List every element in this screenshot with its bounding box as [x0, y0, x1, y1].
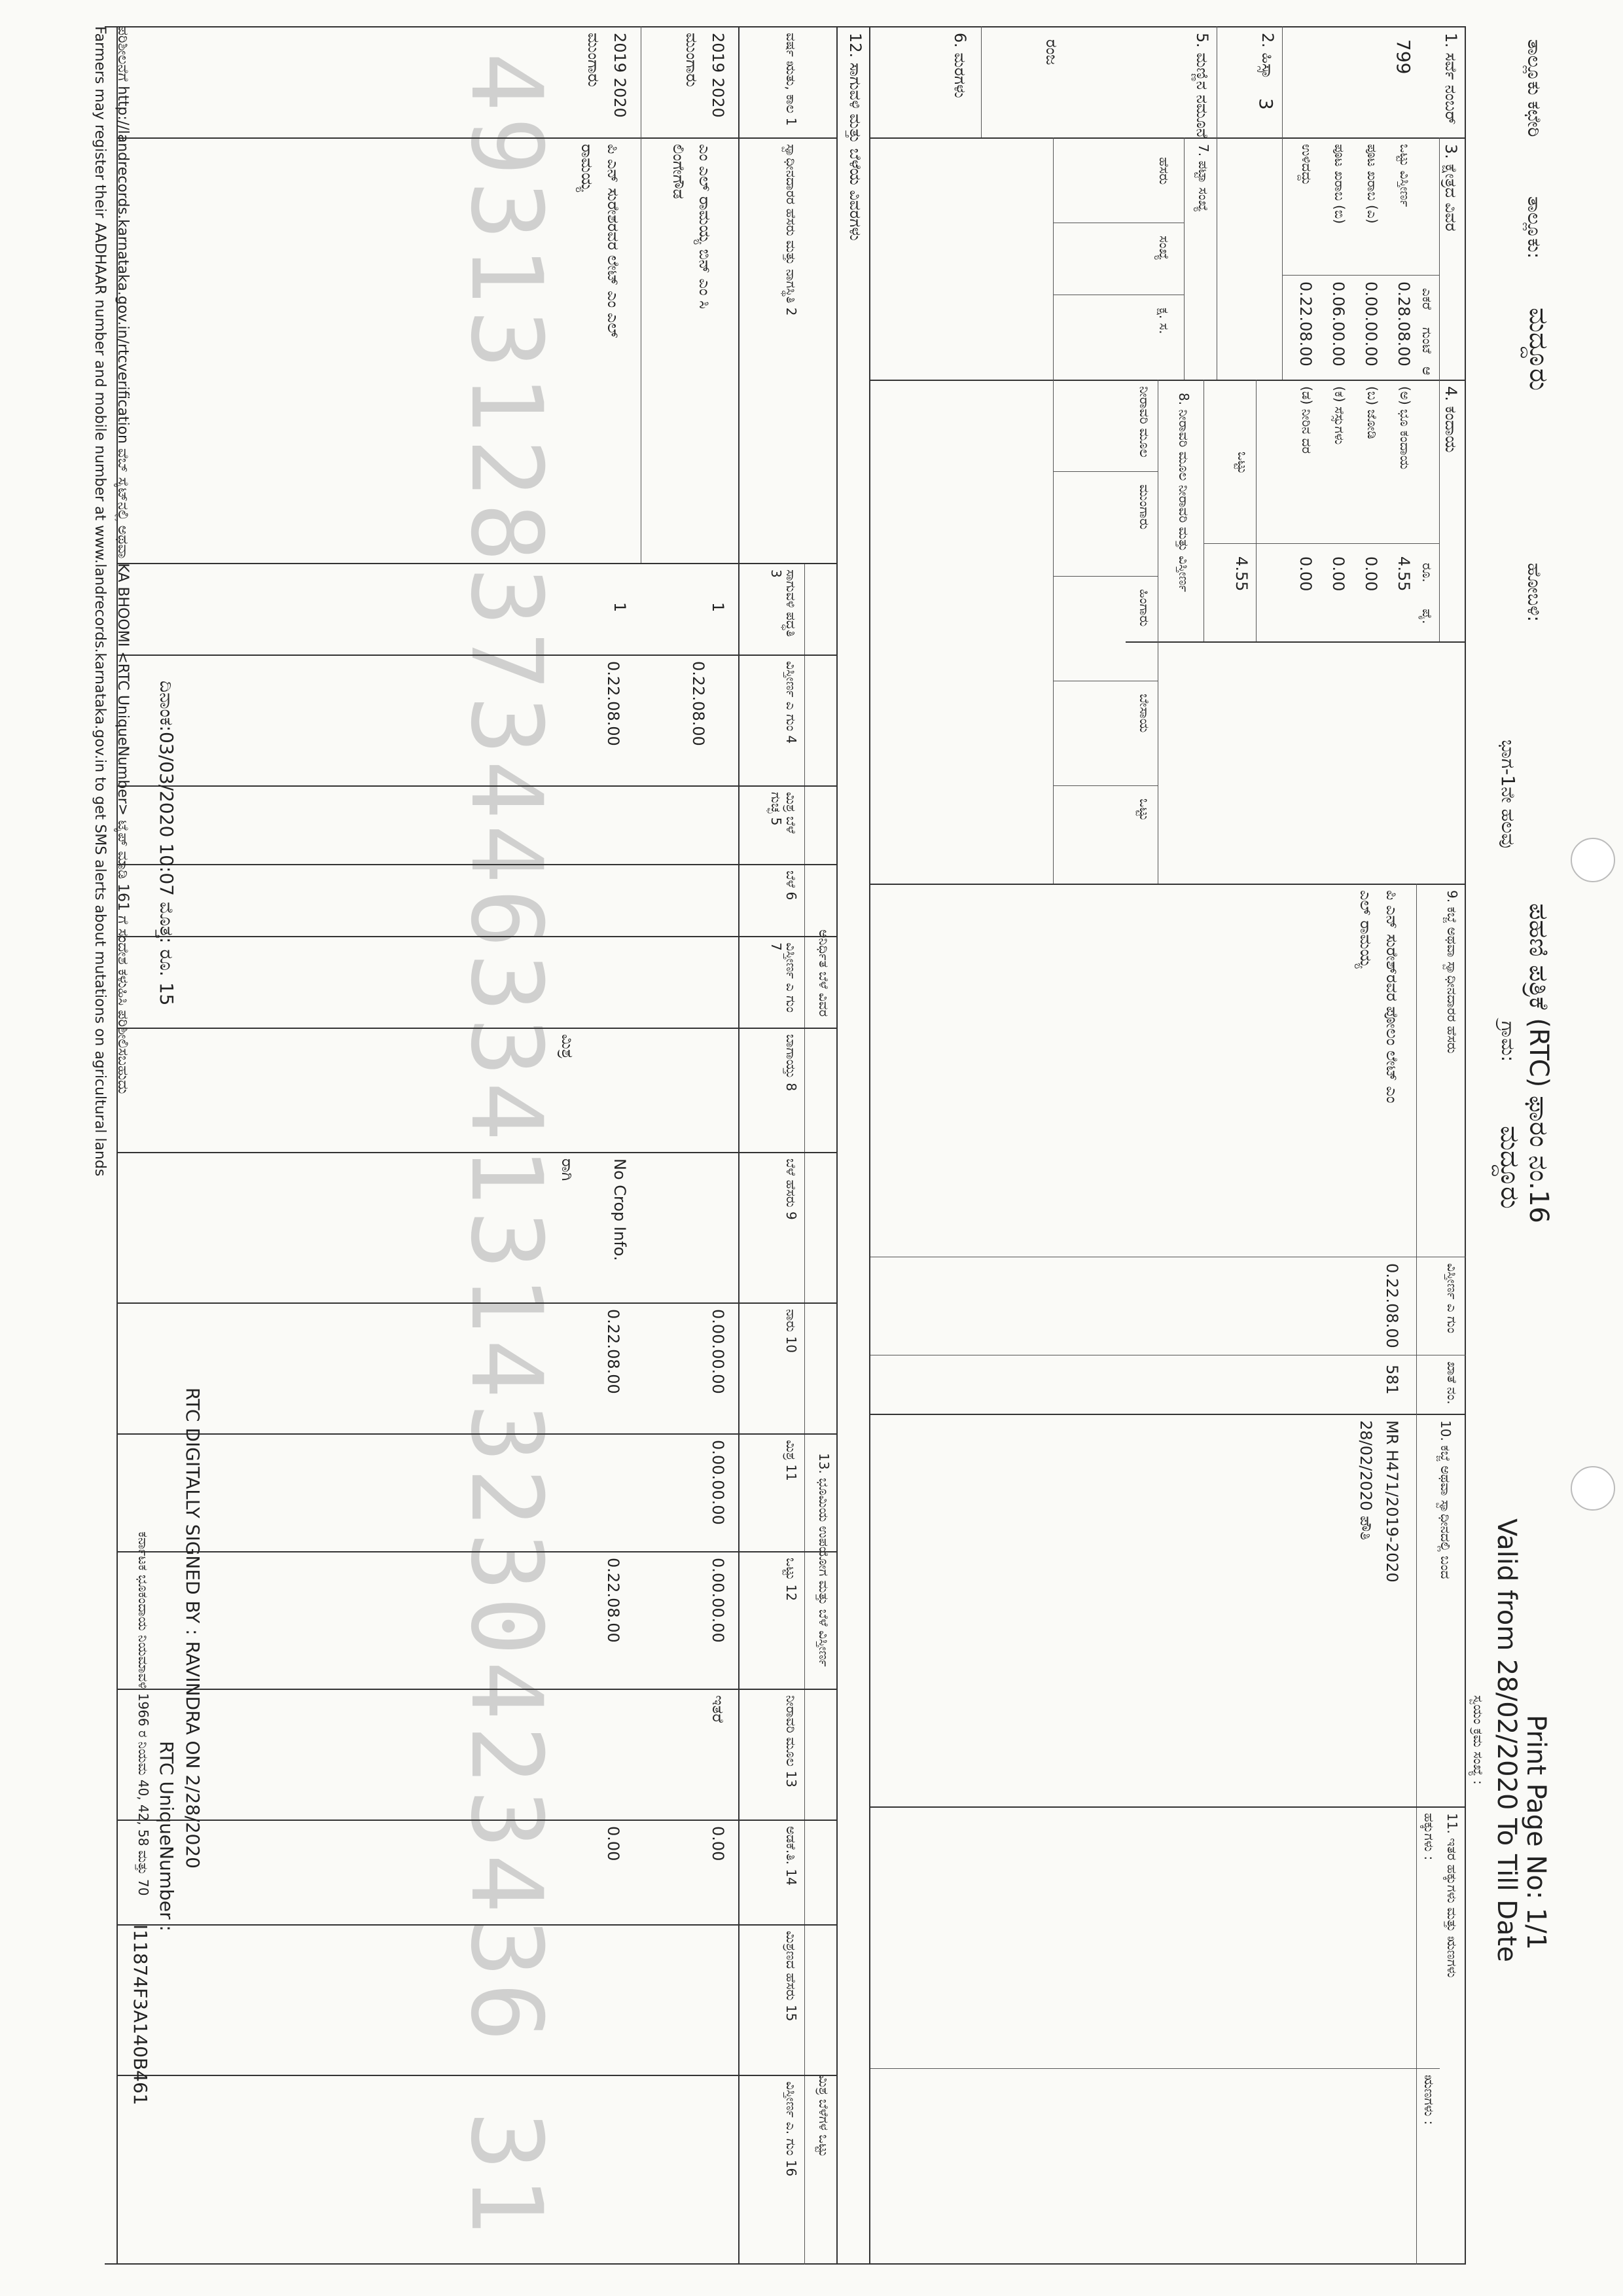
crop-row-c12: 0.00.00.00	[709, 1558, 727, 1643]
crop-row-c14: 0.00	[709, 1826, 727, 1861]
total-value: 4.55	[1232, 556, 1251, 592]
owner-name-line1: ಪಿ ಎನ್ ಸುರೇಶ್‌ರವರ ಪೋಲಂ ಲೇಟ್ ಎಂ	[1383, 890, 1401, 1103]
mutation-no: MR H471/2019-2020	[1383, 1420, 1401, 1583]
footer-unique-value: I11874F3A140B461	[130, 1924, 151, 2106]
crop-col-header: ವಿಸ್ತೀರ್ಣ ಎ ಗುಂ 4	[783, 661, 799, 744]
patta-col-name: ಹೆಸರು	[1156, 157, 1172, 185]
crop-row-method: 1	[611, 602, 629, 613]
area-label: 3. ಕ್ಷೇತ್ರದ ವಿವರ	[1442, 144, 1460, 232]
area-row-label: ಉಳಿದದ್ದು	[1299, 144, 1315, 186]
irrigation-col: ಮುಂಗಾರು	[1137, 484, 1152, 530]
mutation-date: 28/02/2020 ಪೌತಿ	[1357, 1420, 1375, 1540]
crop-col-header: ವಿಸ್ತೀರ್ಣ ಎ ಗುಂ 7	[768, 942, 799, 1013]
valid-range: Valid from 28/02/2020 To Till Date	[1491, 1518, 1522, 1962]
assessment-row-value: 4.55	[1395, 556, 1413, 592]
hissa-label: 2. ಹಿಸ್ಸಾ	[1258, 33, 1277, 79]
taluk-label: ತಾಲ್ಲೂಕು:	[1524, 196, 1545, 259]
total-label: ಒಟ್ಟು	[1235, 452, 1251, 475]
crop-row-season: ಮುಂಗಾರು	[683, 33, 701, 87]
crop-row-c12: 0.22.08.00	[604, 1558, 622, 1643]
irrigation-col: ಬೇಸಾಯ	[1137, 694, 1152, 733]
assessment-row-value: 0.00	[1362, 556, 1380, 592]
col9-label: 9. ಕಬ್ಜೆ ಅಥವಾ ಸ್ವಾಧೀನದಾರರ ಹೆಸರು	[1444, 890, 1460, 1054]
crop-row-year: 2019 2020	[611, 33, 629, 118]
crop-col-header: ಅಡಕೆ.ತಿ. 14	[783, 1826, 799, 1886]
crop-col-header: ಬೆಳೆ 6	[783, 870, 799, 901]
crop-row-owner: ರಾಮಯ್ಯ	[578, 144, 596, 192]
crop-row-owner: ಎಂ ಎಲ್ ರಾಮಯ್ಯ ಬಿನ್ ಎಂ ಸಿ	[696, 144, 714, 309]
area-col-gunta: ಗುಂಟೆ	[1419, 327, 1435, 353]
tree-label: 6. ಮರಗಳು	[951, 33, 969, 98]
village-label: ಗ್ರಾಮ:	[1497, 1021, 1519, 1062]
crop-col-header: ಸಾಗುವಳಿ ಪದ್ಧತಿ 3	[768, 569, 799, 637]
crop-col-header: ಮಿಶ್ರಣದ ಹೆಸರು 15	[783, 1931, 799, 2022]
village-value: ಮದ್ದೂರು	[1495, 1126, 1525, 1209]
crop-section-label: 12. ಸಾಗುವಳಿ ಮತ್ತು ಬೆಳೆಯ ವಿವರಗಳು	[846, 33, 865, 241]
col11-liabilities: ಋಣಗಳು :	[1421, 2075, 1437, 2125]
print-page: Print Page No: 1/1	[1521, 1715, 1551, 1950]
assessment-label: 4. ಕಂದಾಯ	[1442, 386, 1460, 453]
crop-col-header: ಸ್ವಾಧೀನದಾರರ ಹೆಸರು ಮತ್ತು ನಾಗಸ್ಥಿತಿ 2	[783, 144, 799, 316]
col10-label: 10. ಕಬ್ಜೆ ಅಥವಾ ಸ್ವಾಧೀನದಲ್ಲಿ ಬಂದ	[1438, 1420, 1454, 1579]
crop-col-header: ಬೆಳೆ ಹೆಸರು 9	[783, 1158, 799, 1220]
assessment-col-ps: ಪೈ.	[1419, 609, 1435, 624]
crop-row-c8: ಮಿಶ್ರ	[558, 1034, 577, 1059]
area-row-label: ಪೂಟ ಖರಾಬ (ಬಿ)	[1332, 144, 1347, 224]
assessment-row-label: (ಬ) ಜೋಡಿ	[1364, 386, 1380, 439]
crop-row-note: No Crop Info.	[611, 1158, 629, 1261]
assessment-row-label: (ಅ) ಭೂ ಕಂದಾಯ	[1397, 386, 1413, 470]
soil-label: 5. ಮಣ್ಣಿನ ನಮೂನೆ	[1193, 33, 1211, 138]
crop-col-header: ವರ್ಷ ಋತು, ಕಾಲ 1	[783, 33, 799, 126]
survey-serial-label: ಸ್ವಯಂ ಕ್ರಮ ಸಂಖ್ಯೆ :	[1471, 1695, 1486, 1785]
area-row-label: ಪೂಟ ಖರಾಬ (ಎ)	[1364, 144, 1380, 224]
crop-col-header: ವಿಸ್ತೀರ್ಣ ಎ. ಗುಂ 16	[783, 2081, 799, 2177]
footer-unique-label: RTC UniqueNumber :	[156, 1741, 177, 1931]
col9c-label: ಖಾತೆ ನಂ.	[1444, 1361, 1460, 1405]
assessment-row-label: (ಡ) ನೀರಿನ ದರ	[1299, 386, 1315, 454]
crop-row-c10: 0.22.08.00	[604, 1309, 622, 1394]
hissa-value: 3	[1255, 98, 1277, 110]
survey-no-value: 799	[1393, 39, 1414, 75]
owner-name-line2: ಎಲ್ ರಾಮಯ್ಯ	[1357, 890, 1375, 969]
crop-row-season: ಮುಂಗಾರು	[584, 33, 603, 87]
assessment-row-value: 0.00	[1296, 556, 1315, 592]
crop-row-c11: 0.00.00.00	[709, 1440, 727, 1525]
area-row-value: 0.22.08.00	[1296, 281, 1315, 367]
part-label: ಭಾಗ-1ನೇ ಹಲವು	[1497, 740, 1519, 849]
crop-col-header: ಮಿಶ್ರ 11	[783, 1440, 799, 1481]
crop-col-header: ನಾರು 10	[783, 1309, 799, 1353]
footer-signed: RTC DIGITALLY SIGNED BY : RAVINDRA ON 2/28/2020	[182, 1388, 204, 1869]
area-col-acre: ಎಕರೆ	[1419, 288, 1435, 310]
patta-label: 7. ಪಟ್ಟಾ ಸಂಖ್ಯೆ	[1196, 144, 1211, 212]
irrigation-label: 8. ನೀರಾವರಿ ಮೂಲ ನೀರಾವರಿ ಮತ್ತು ವಿಸ್ತೀರ್ಣ	[1176, 393, 1192, 592]
watermark: 4931312837344633413143230423436 31	[449, 52, 563, 2240]
crop-row-c9: ರಾಗಿ	[558, 1158, 577, 1181]
crop-row-area: 0.22.08.00	[604, 661, 622, 746]
footer-date: ದಿನಾಂಕ:03/03/2020 10:07 ಮೊತ್ತ: ರೂ. 15	[156, 681, 177, 1006]
footer-verify: ಪರಿಶೀಲನೆಗೆ http://landrecords.karnataka.gov.in/rtcverification ವೆಬ್ ಸೈಟ್‌ನಲ್ಲಿ ಅಥವಾ KA BHOOMI <RTC UniqueNumber> ಟೈಪ್ ಮಾಡಿ 161 ಗೆ ಸಂದೇಶ ಕಳುಹಿಸಿ ಪರಿಶೀಲಿಸಬಹುದು	[115, 26, 131, 1094]
irrigation-col: ನೀರಾವರಿ ಮೂಲ	[1137, 386, 1152, 458]
area-row-value: 0.06.00.00	[1329, 281, 1347, 367]
irrigation-col: ಒಟ್ಟು	[1137, 798, 1152, 821]
soil-value: ರಂಜ	[1043, 39, 1061, 65]
owner-area: 0.22.08.00	[1383, 1263, 1401, 1348]
crop-row-owner: ಪಿ ಎನ್ ಸುರೇಶರವರ ಲೇಟ್ ಎಂ ಎಲ್	[604, 144, 622, 338]
group-mixed: ಮಿಶ್ರ ಬೆಳೆಗಳ ಒಟ್ಟು	[816, 2075, 832, 2157]
assessment-row-value: 0.00	[1329, 556, 1347, 592]
area-row-label: ಒಟ್ಟು ವಿಸ್ತೀರ್ಣ	[1397, 144, 1413, 207]
patta-col-area: ಕ್ಷ. ಸ.	[1156, 308, 1172, 334]
punch-hole	[1571, 838, 1615, 882]
owner-khata: 581	[1383, 1365, 1401, 1395]
form-title: ಪಹಣಿ ಪತ್ರಿಕೆ (RTC) ಫಾರಂ ನಂ.16	[1524, 903, 1554, 1223]
crop-row-c14: 0.00	[604, 1826, 622, 1861]
footer-sms: Farmers may register their AADHAAR number and mobile number at www.landrecords.karnataka.gov.in to get SMS alerts about mutations on agricultural lands	[92, 26, 108, 1177]
hobli-label: ಹೋಬಳಿ:	[1524, 563, 1545, 622]
group-land-use: 13. ಭೂಮಿಯ ಉಪಯೋಗ ಮತ್ತು ಬೆಳೆ ವಿಸ್ತೀರ್ಣ	[816, 1453, 832, 1667]
col11-rights: ಹಕ್ಕುಗಳು :	[1421, 1813, 1437, 1861]
taluk-value: ಮದ್ದೂರು	[1524, 308, 1554, 391]
crop-col-header: ನೀರಾವರಿ ಮೂಲ 13	[783, 1695, 799, 1787]
area-row-value: 0.28.08.00	[1395, 281, 1413, 367]
assessment-row-label: (ಕ) ಸೆಸ್ಸುಗಳು	[1332, 386, 1347, 445]
irrigation-col: ಹಿಂಗಾರು	[1137, 589, 1152, 627]
assessment-col-rs: ರೂ.	[1419, 563, 1435, 583]
crop-col-header: ಮಿಶ್ರ ಬೆಳೆ ಗುಚ್ಛ 5	[768, 792, 799, 834]
crop-col-header: ಒಟ್ಟು 12	[783, 1558, 799, 1602]
footer-note: ಕರ್ನಾಟಕ ಭೂಕಂದಾಯ ನಿಯಮಾವಳಿ 1966 ರ ನಿಯಮ 40, 42, 58 ಮತ್ತು 70	[135, 1532, 151, 1896]
crop-row-method: 1	[709, 602, 727, 613]
crop-row-c10: 0.00.00.00	[709, 1309, 727, 1394]
crop-col-header: ಬಾಗಾಯ್ತು 8	[783, 1034, 799, 1092]
survey-no-label: 1. ಸರ್ವೆ ನಂಬರ್	[1442, 33, 1460, 125]
area-row-value: 0.00.00.00	[1362, 281, 1380, 367]
group-unirrigated: ಅನಿರ್ಧಿತ ಬೆಳೆ ವಿವರ	[816, 929, 832, 1017]
crop-row-year: 2019 2020	[709, 33, 727, 118]
crop-row-owner: ಲಿಂಗೇಗೌಡ	[669, 144, 688, 199]
rtc-document-sheet	[85, 26, 1558, 2265]
punch-hole	[1571, 1466, 1615, 1511]
patta-col-number: ಸಂಖ್ಯೆ	[1156, 236, 1172, 260]
col11-label: 11. ಇತರ ಹಕ್ಕುಗಳು ಮತ್ತು ಋಣಗಳು	[1444, 1813, 1460, 1978]
taluk-office-label: ತಾಲ್ಲೂಕು ಕಛೇರಿ	[1524, 39, 1545, 137]
area-col-aana: ಆ	[1419, 367, 1435, 376]
col9b-label: ವಿಸ್ತೀರ್ಣ ಎ ಗುಂ	[1444, 1263, 1460, 1334]
crop-row-area: 0.22.08.00	[689, 661, 707, 746]
crop-row-c13: ಇತರೆ	[709, 1695, 727, 1723]
